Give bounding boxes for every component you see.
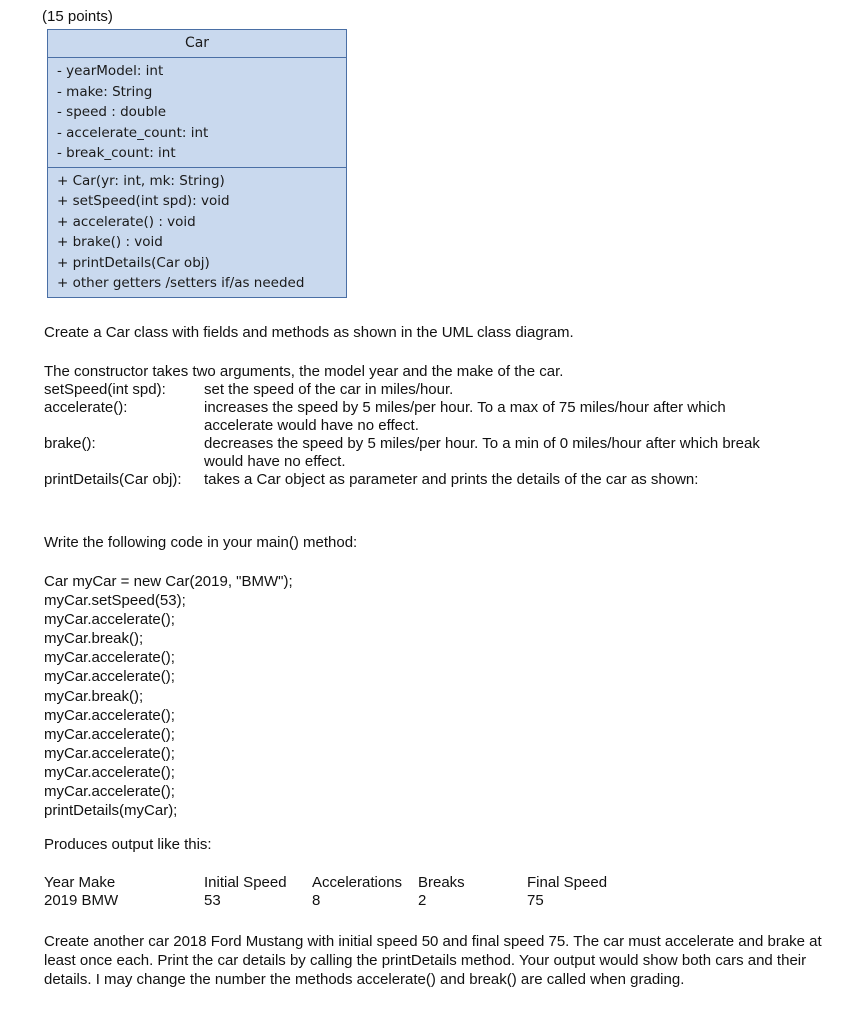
code-line: myCar.setSpeed(53); <box>44 592 186 610</box>
code-line: myCar.break(); <box>44 630 144 648</box>
main-instruction: Write the following code in your main() method: <box>44 534 358 551</box>
definition-row <box>44 435 764 471</box>
definition-row <box>44 381 764 399</box>
output-cell: 8 <box>312 892 321 909</box>
code-line: myCar.accelerate(); <box>44 783 175 801</box>
uml-method: + Car(yr: int, mk: String) <box>57 172 225 189</box>
output-intro: Produces output like this: <box>44 836 212 853</box>
constructor-paragraph: The constructor takes two arguments, the model year and the make of the car. <box>44 363 564 380</box>
definition-desc: set the speed of the car in miles/hour. <box>204 381 454 398</box>
uml-field: - speed : double <box>57 104 167 120</box>
definition-term: accelerate(): <box>44 399 128 416</box>
code-line: myCar.accelerate(); <box>44 668 175 686</box>
definition-term: printDetails(Car obj): <box>44 471 182 488</box>
output-cell: 2019 BMW <box>44 892 119 909</box>
uml-methods <box>48 167 346 297</box>
code-line: printDetails(myCar); <box>44 802 178 820</box>
uml-field: - make: String <box>57 83 153 100</box>
output-header: Accelerations <box>312 874 403 891</box>
output-cell: 53 <box>204 892 221 909</box>
uml-class-name: Car <box>48 30 346 58</box>
code-line: myCar.accelerate(); <box>44 649 175 667</box>
final-paragraph: Create another car 2018 Ford Mustang with initial speed 50 and final speed 75. The car must accelerate and brake at least once each. Print the car details by calling the printDetails method. Your output would show both cars and their details. I may change the number the methods accelerate() and break() are called when grading. <box>44 933 822 988</box>
uml-method: + brake() : void <box>57 234 163 250</box>
uml-class-diagram <box>47 29 347 298</box>
uml-method: + accelerate() : void <box>57 213 196 230</box>
output-cell: 2 <box>418 892 427 909</box>
definition-row <box>44 399 764 435</box>
uml-method: + other getters /setters if/as needed <box>57 275 305 291</box>
definition-desc: decreases the speed by 5 miles/per hour. To a min of 0 miles/hour after which break would have no effect. <box>204 435 760 470</box>
output-header: Initial Speed <box>204 874 287 891</box>
code-line: myCar.break(); <box>44 687 144 705</box>
definition-desc: increases the speed by 5 miles/per hour. To a max of 75 miles/hour after which accelerate would have no effect. <box>204 399 726 434</box>
code-line: myCar.accelerate(); <box>44 744 175 762</box>
definition-term: brake(): <box>44 435 96 452</box>
points-label: (15 points) <box>42 8 113 25</box>
output-header: Final Speed <box>527 874 608 891</box>
definition-row <box>44 471 764 489</box>
code-line: myCar.accelerate(); <box>44 611 175 629</box>
uml-method: + setSpeed(int spd): void <box>57 193 230 209</box>
uml-fields <box>48 58 346 167</box>
uml-field: - accelerate_count: int <box>57 124 209 141</box>
method-definitions <box>44 381 764 489</box>
output-header: Breaks <box>418 874 465 891</box>
code-block <box>44 572 293 820</box>
output-cell: 75 <box>527 892 544 909</box>
code-line: myCar.accelerate(); <box>44 763 175 781</box>
definition-term: setSpeed(int spd): <box>44 381 166 398</box>
uml-method: + printDetails(Car obj) <box>57 254 210 271</box>
output-header: Year Make <box>44 874 116 891</box>
code-line: Car myCar = new Car(2019, "BMW"); <box>44 573 293 590</box>
code-line: myCar.accelerate(); <box>44 725 175 743</box>
definition-desc: takes a Car object as parameter and prints the details of the car as shown: <box>204 471 699 488</box>
code-line: myCar.accelerate(); <box>44 706 175 724</box>
uml-field: - yearModel: int <box>57 63 164 79</box>
intro-paragraph: Create a Car class with fields and methods as shown in the UML class diagram. <box>44 324 574 341</box>
uml-field: - break_count: int <box>57 145 176 161</box>
